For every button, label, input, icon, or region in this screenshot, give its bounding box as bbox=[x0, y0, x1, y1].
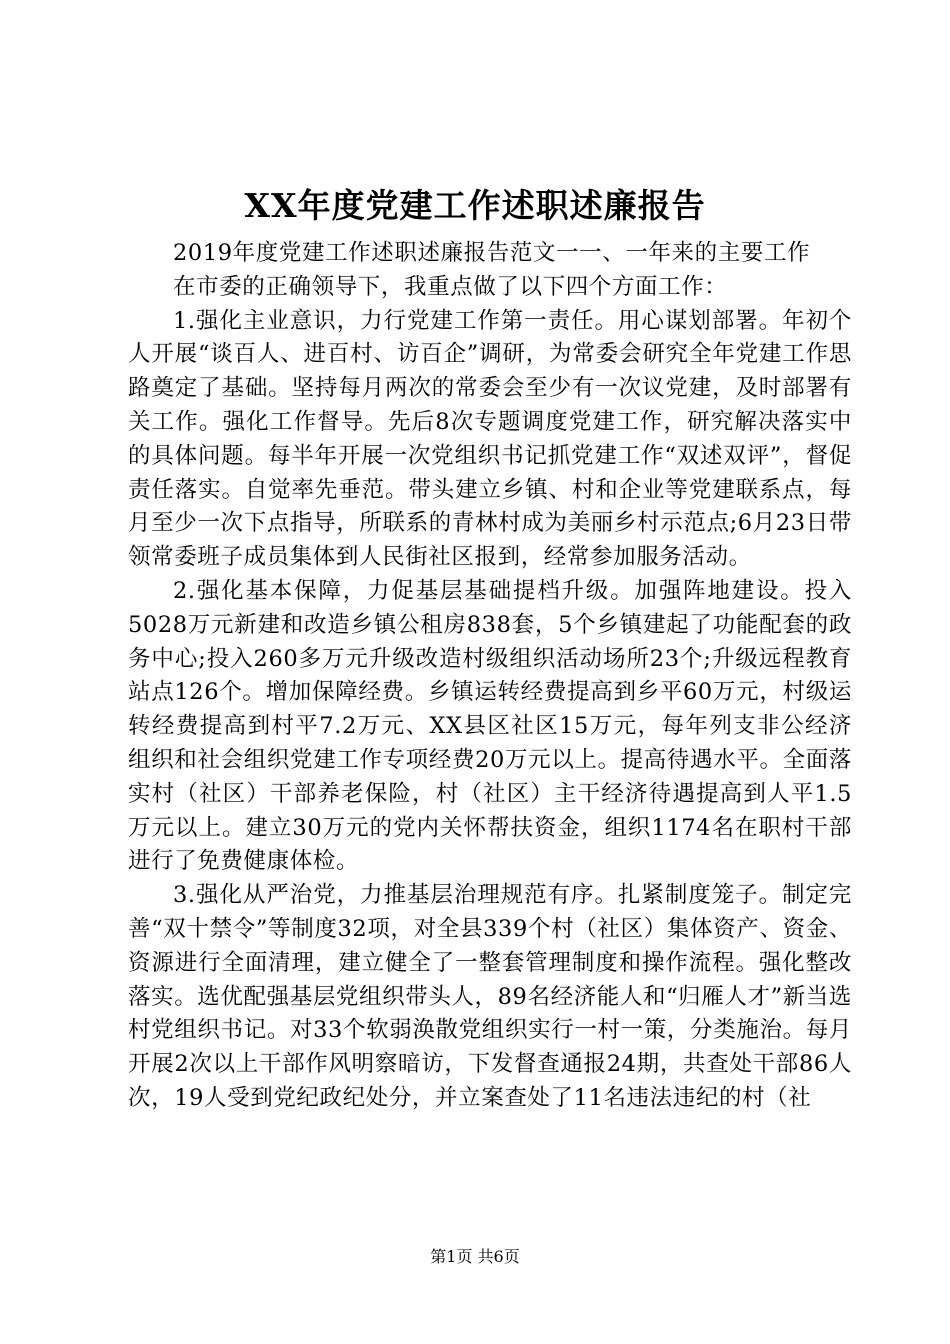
intro-paragraph: 2019年度党建工作述职述廉报告范文一一、一年来的主要工作 bbox=[173, 240, 811, 266]
section-3-paragraph: 3.强化从严治党，力推基层治理规范有序。扎紧制度笼子。制定完善“双十禁令”等制度32项，对全县339个村（社区）集体资产、资金、资源进行全面清理，建立健全了一整套管理制度和操作流程。强化整改落实。选优配强基层党组织带头人，89名经济能人和“归雁人才”新当选村党组织书记。对33个软弱涣散党组织实行一村一策，分类施治。每月开展2次以上干部作风明察暗访，下发督查通报24期，共查处干部86人次，19人受到党纪政纪处分，并立案查处了11名违法违纪的村（社 bbox=[128, 882, 852, 1111]
section-2-paragraph: 2.强化基本保障，力促基层基础提档升级。加强阵地建设。投入5028万元新建和改造乡镇公租房838套，5个乡镇建起了功能配套的政务中心;投入260多万元升级改造村级组织活动场所23个;升级远程教育站点126个。增加保障经费。乡镇运转经费提高到乡平60万元，村级运转经费提高到村平7.2万元、XX县区社区15万元，每年列支非公经济组织和社会组织党建工作专项经费20万元以上。提高待遇水平。全面落实村（社区）干部养老保险，村（社区）主干经济待遇提高到人平1.5万元以上。建立30万元的党内关怀帮扶资金，组织1174名在职村干部进行了免费健康体检。 bbox=[128, 577, 852, 875]
lead-paragraph: 在市委的正确领导下，我重点做了以下四个方面工作： bbox=[173, 273, 728, 300]
document-title: XX年度党建工作述职述廉报告 bbox=[244, 186, 706, 225]
page-footer: 第1页 共6页 bbox=[430, 1247, 520, 1266]
section-1-paragraph: 1.强化主业意识，力行党建工作第一责任。用心谋划部署。年初个人开展“谈百人、进百村、访百企”调研，为常委会研究全年党建工作思路奠定了基础。坚持每月两次的常委会至少有一次议党建，及时部署有关工作。强化工作督导。先后8次专题调度党建工作，研究解决落实中的具体问题。每半年开展一次党组织书记抓党建工作“双述双评”，督促责任落实。自觉率先垂范。带头建立乡镇、村和企业等党建联系点，每月至少一次下点指导，所联系的青林村成为美丽乡村示范点;6月23日带领常委班子成员集体到人民街社区报到，经常参加服务活动。 bbox=[128, 307, 852, 571]
document-body bbox=[128, 237, 852, 1116]
